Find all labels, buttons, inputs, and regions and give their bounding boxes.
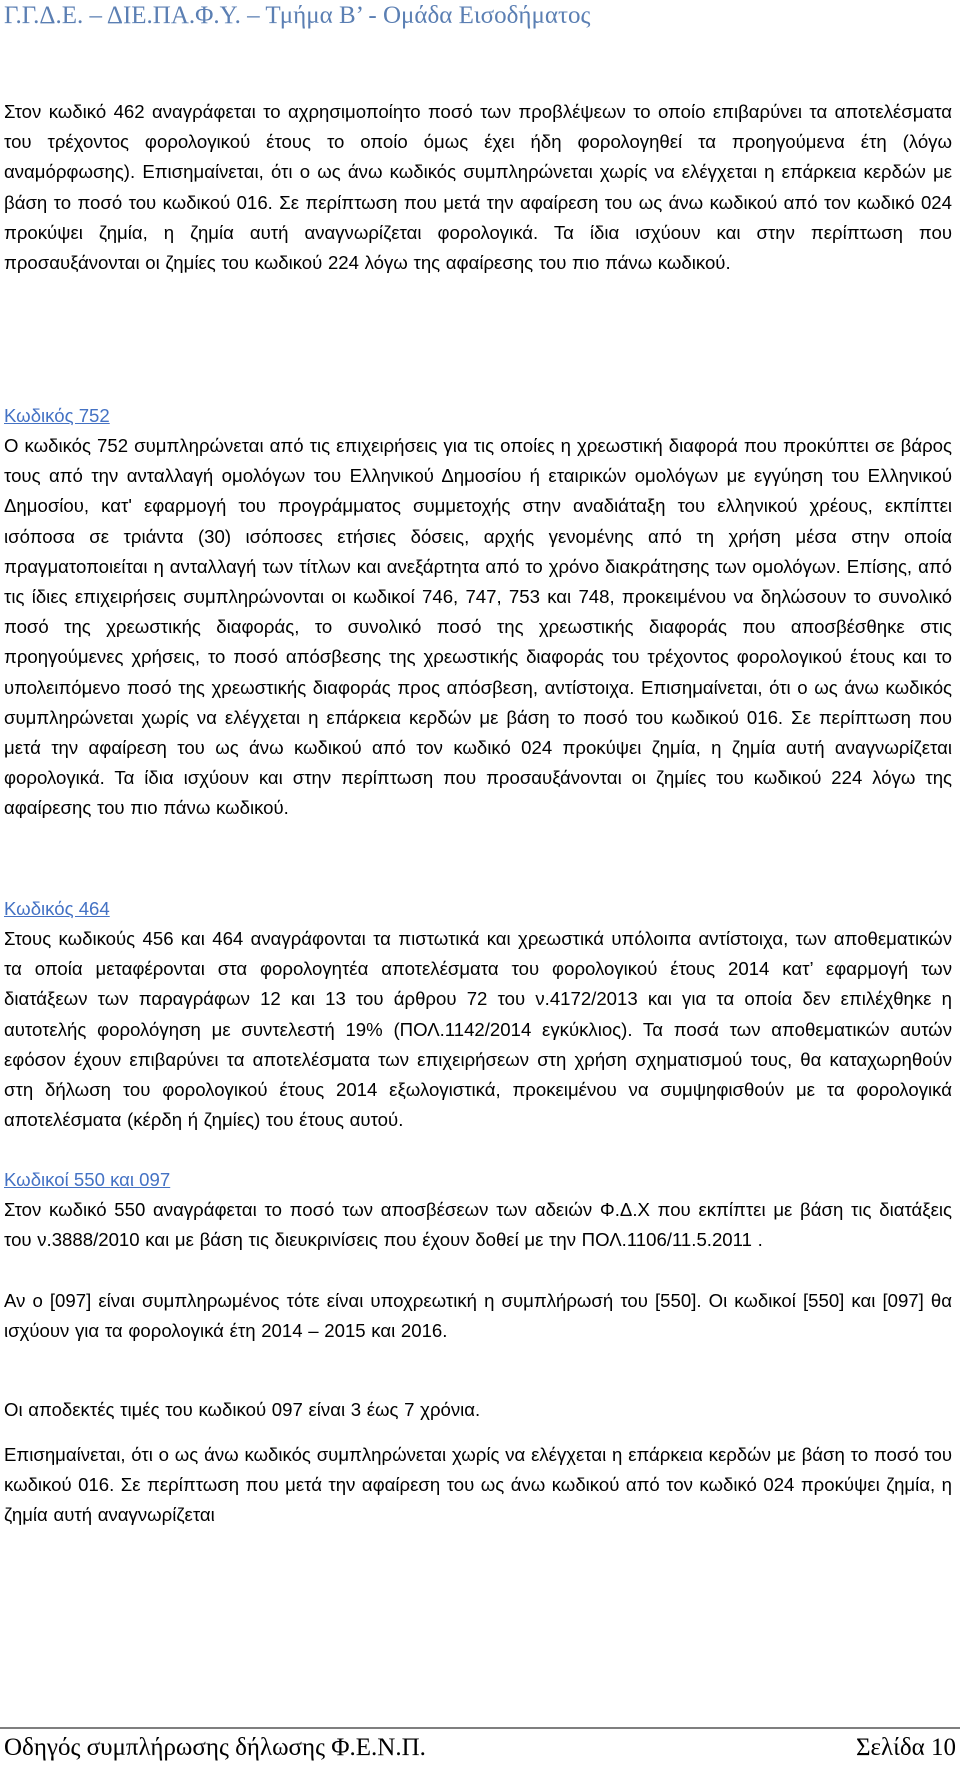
code-550-section: [4, 1195, 952, 1255]
footer-page-number: Σελίδα 10: [855, 1734, 956, 1761]
page-header: Γ.Γ.Δ.Ε. – ΔΙΕ.ΠΑ.Φ.Υ. – Τμήμα Β’ - Ομάδα Εισοδήματος: [4, 2, 591, 29]
code-550-heading: Κωδικοί 550 και 097: [4, 1169, 171, 1190]
code-464-heading: Κωδικός 464: [4, 898, 110, 919]
code-550-section-2: [4, 1286, 952, 1346]
footer-divider: [0, 1727, 960, 1729]
footer-guide-title: Οδηγός συμπλήρωσης δήλωσης Φ.Ε.Ν.Π.: [4, 1734, 426, 1761]
code-550-paragraph-2: Αν ο [097] είναι συμπληρωμένος τότε είναι υποχρεωτική η συμπλήρωσή του [550]. Οι κωδικοί [550] και [097] θα ισχύουν για τα φορολογικά έτη 2014 – 2015 και 2016.: [4, 1290, 952, 1342]
intro-paragraph: Στον κωδικό 462 αναγράφεται το αχρησιμοποίητο ποσό των προβλέψεων το οποίο επιβαρύνει τα αποτελέσματα του τρέχοντος φορολογικού έτους το οποίο όμως έχει ήδη φορολογηθεί τα προηγούμενα έτη (λόγω αναμόρφωσης). Επισημαίνεται, ότι ο ως άνω κωδικός συμπληρώνεται χωρίς να ελέγχεται η επάρκεια κερδών με βάση το ποσό του κωδικού 016. Σε περίπτωση που μετά την αφαίρεση του ως άνω κωδικού από τον κωδικό 024 προκύψει ζημία, η ζημία αυτή αναγνωρίζεται φορολογικά. Τα ίδια ισχύουν και στην περίπτωση που προσαυξάνονται οι ζημίες του κωδικού 224 λόγω της αφαίρεσης του πιο πάνω κωδικού.: [4, 101, 952, 274]
code-550-section-4: [4, 1440, 952, 1531]
code-550-paragraph-4: Επισημαίνεται, ότι ο ως άνω κωδικός συμπληρώνεται χωρίς να ελέγχεται η επάρκεια κερδών με βάση το ποσό του κωδικού 016. Σε περίπτωση που μετά την αφαίρεση του ως άνω κωδικού από τον κωδικό 024 προκύψει ζημία, η ζημία αυτή αναγνωρίζεται: [4, 1444, 952, 1526]
code-550-section-3: [4, 1395, 952, 1425]
code-550-paragraph-3: Οι αποδεκτές τιμές του κωδικού 097 είναι 3 έως 7 χρόνια.: [4, 1399, 481, 1420]
code-464-section: [4, 924, 952, 1135]
code-464-paragraph: Στους κωδικούς 456 και 464 αναγράφονται τα πιστωτικά και χρεωστικά υπόλοιπα αντίστοιχα, των αποθεματικών τα οποία μεταφέρονται στα φορολογητέα αποτελέσματα του φορολογικού έτους 2014 κατ’ εφαρμογή των διατάξεων των παραγράφων 12 και 13 του άρθρου 72 του ν.4172/2013 και για τα οποία δεν επιλέχθηκε η αυτοτελής φορολόγηση με συντελεστή 19% (ΠΟΛ.1142/2014 εγκύκλιος). Τα ποσά των αποθεματικών αυτών εφόσον έχουν επιβαρύνει τα αποτελέσματα των επιχειρήσεων στη χρήση σχηματισμού τους, θα καταχωρηθούν στη δήλωση του φορολογικού έτους 2014 εξωλογιστικά, προκειμένου να συμψηφισθούν με τα φορολογικά αποτελέσματα (κέρδη ή ζημίες) του έτους αυτού.: [4, 928, 952, 1131]
code-752-paragraph: Ο κωδικός 752 συμπληρώνεται από τις επιχειρήσεις για τις οποίες η χρεωστική διαφορά που προκύπτει σε βάρος τους από την ανταλλαγή ομολόγων του Ελληνικού Δημοσίου ή εταιρικών ομολόγων με εγγύηση του Ελληνικού Δημοσίου, κατ' εφαρμογή του προγράμματος συμμετοχής στην αναδιάταξη του ελληνικού χρέους, εκπίπτει ισόποσα σε τριάντα (30) ισόποσες ετήσιες δόσεις, αρχής γενομένης από τη χρήση μέσα στην οποία πραγματοποιείται η ανταλλαγή των τίτλων και ανεξάρτητα από το χρόνο διακράτησης των ομολόγων. Επίσης, από τις ίδιες επιχειρήσεις συμπληρώνονται οι κωδικοί 746, 747, 753 και 748, προκειμένου να δηλώσουν το συνολικό ποσό της χρεωστικής διαφοράς, το συνολικό ποσό της χρεωστικής διαφοράς που αποσβέσθηκε στις προηγούμενες χρήσεις, το ποσό απόσβεσης της χρεωστικής διαφοράς του τρέχοντος φορολογικού έτους και το υπολειπόμενο ποσό της χρεωστικής διαφοράς προς απόσβεση, αντίστοιχα. Επισημαίνεται, ότι ο ως άνω κωδικός συμπληρώνεται χωρίς να ελέγχεται η επάρκεια κερδών με βάση το ποσό του κωδικού 016. Σε περίπτωση που μετά την αφαίρεση του ως άνω κωδικού από τον κωδικό 024 προκύψει ζημία, η ζημία αυτή αναγνωρίζεται φορολογικά. Τα ίδια ισχύουν και στην περίπτωση που προσαυξάνονται οι ζημίες του κωδικού 224 λόγω της αφαίρεσης του πιο πάνω κωδικού.: [4, 435, 952, 819]
code-752-section: [4, 431, 952, 824]
code-550-paragraph-1: Στον κωδικό 550 αναγράφεται το ποσό των αποσβέσεων των αδειών Φ.Δ.Χ που εκπίπτει με βάση τις διατάξεις του ν.3888/2010 και με βάση τις διευκρινίσεις που έχουν δοθεί με την ΠΟΛ.1106/11.5.2011 .: [4, 1199, 952, 1251]
intro-section: [4, 97, 952, 278]
code-752-heading: Κωδικός 752: [4, 405, 110, 426]
